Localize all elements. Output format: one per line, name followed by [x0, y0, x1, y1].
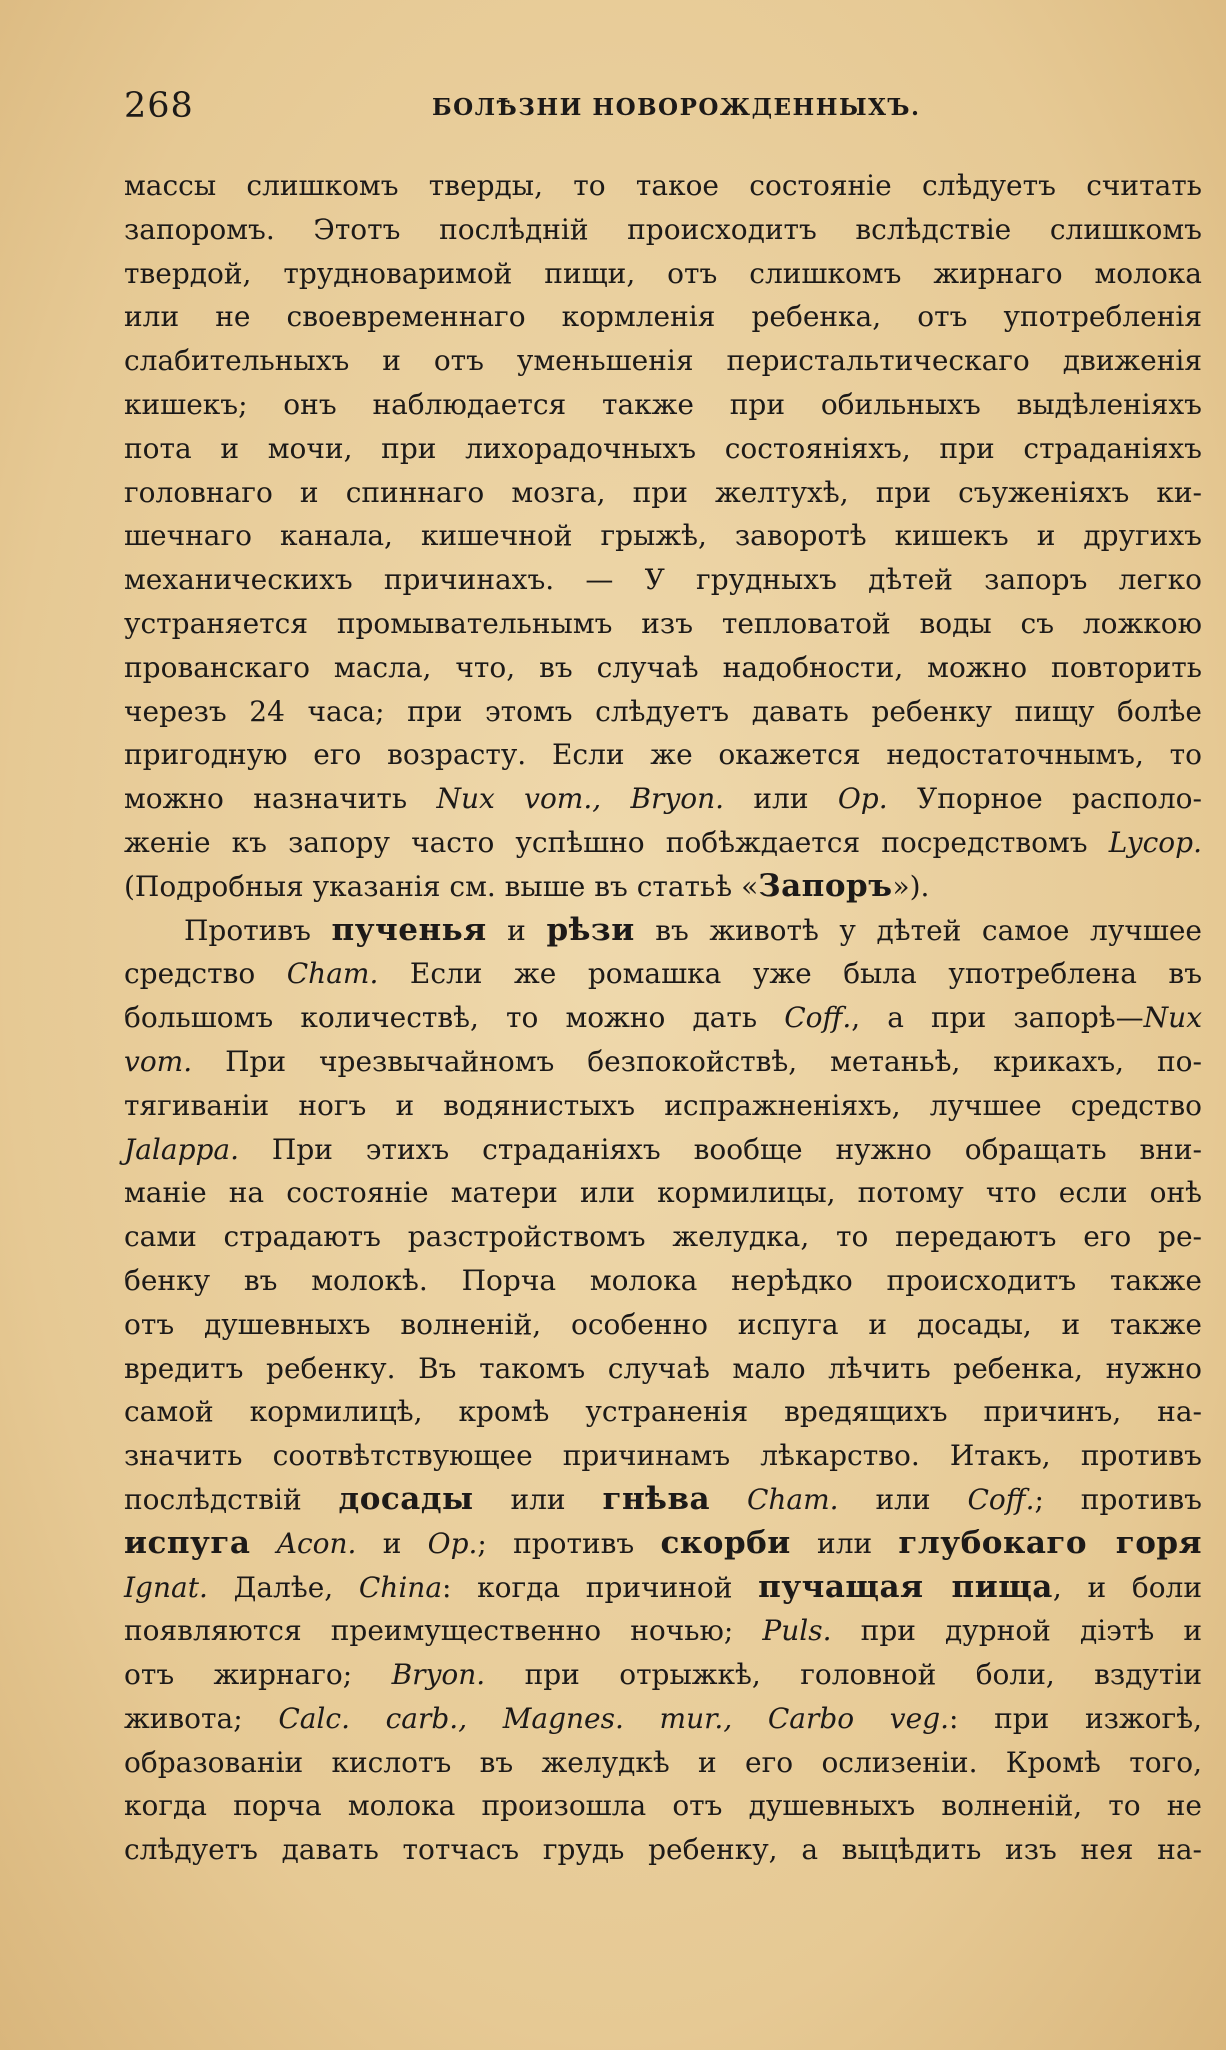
page-number: 268 — [124, 86, 194, 126]
text-line: прованскаго масла, что, въ случаѣ надобности, можно повторить — [124, 650, 1202, 684]
text-line: живота; Calc. carb., Magnes. mur., Carbo veg.: при изжогѣ, — [124, 1701, 1202, 1735]
text-line: испуга Acon. и Op.; противъ скорби или глубокаго горя — [124, 1524, 1202, 1561]
text-line: механическихъ причинахъ. — У грудныхъ дѣтей запоръ легко — [124, 563, 1202, 597]
text-line: слѣдуетъ давать тотчасъ грудь ребенку, а выцѣдить изъ нея на- — [124, 1833, 1202, 1867]
text-line: отъ душевныхъ волненiй, особенно испуга и досады, и также — [124, 1307, 1202, 1341]
text-line: можно назначить Nux vom., Bryon. или Op. Упорное располо- — [124, 782, 1202, 816]
text-line: головнаго и спиннаго мозга, при желтухѣ, при съуженiяхъ ки- — [124, 475, 1202, 509]
remedy-name: Acon. — [276, 1526, 357, 1560]
remedy-name: Jalappa. — [124, 1132, 240, 1166]
remedy-name: Puls. — [762, 1614, 832, 1648]
text-line: отъ жирнаго; Bryon. при отрыжкѣ, головной боли, вздутiи — [124, 1658, 1203, 1692]
text-line: или не своевременнаго кормленiя ребенка, отъ употребленiя — [124, 300, 1202, 334]
remedy-name: Coff. — [967, 1482, 1035, 1516]
remedy-name: Ignat. — [124, 1570, 208, 1604]
remedy-name: Coff. — [784, 1001, 852, 1035]
text-line: Ignat. Далѣе, China: когда причиной пучащая пища, и боли — [124, 1568, 1202, 1605]
text-line: образованiи кислотъ въ желудкѣ и его ослизенiи. Кромѣ того, — [124, 1745, 1202, 1779]
text-line: слабительныхъ и отъ уменьшенiя перистальтическаго движенiя — [124, 344, 1202, 378]
text-line: устраняется промывательнымъ изъ тепловатой воды съ ложкою — [124, 606, 1202, 640]
remedy-name: Nux vom., Bryon. — [436, 782, 725, 816]
text-line: послѣдствiй досады или гнѣва Cham. или Coff.; противъ — [124, 1480, 1202, 1517]
text-line: пригодную его возрасту. Если же окажется недостаточнымъ, то — [124, 738, 1202, 772]
remedy-name: Calc. carb., Magnes. mur., Carbo veg. — [278, 1701, 950, 1735]
text-line: vom. При чрезвычайномъ безпокойствѣ, метаньѣ, крикахъ, по- — [124, 1044, 1202, 1078]
emphasis-term: пученья — [331, 911, 487, 948]
text-line: Противъ пученья и рѣзи въ животѣ у дѣтей самое лучшее — [184, 911, 1202, 948]
text-line: когда порча молока произошла отъ душевныхъ волненiй, то не — [124, 1789, 1202, 1823]
remedy-name: Cham. — [286, 957, 379, 991]
text-line: пота и мочи, при лихорадочныхъ состоянiяхъ, при страданiяхъ — [124, 431, 1202, 465]
text-line: (Подробныя указанiя см. выше въ статьѣ «Запоръ»). — [124, 867, 930, 904]
text-line: значить соотвѣтствующее причинамъ лѣкарство. Итакъ, противъ — [124, 1439, 1202, 1473]
emphasis-term: гнѣва — [602, 1480, 711, 1517]
text-line: кишекъ; онъ наблюдается также при обильныхъ выдѣленiяхъ — [124, 387, 1202, 421]
remedy-name: Nux — [1143, 1001, 1202, 1035]
text-line: вредитъ ребенку. Въ такомъ случаѣ мало лѣчить ребенка, нужно — [124, 1351, 1202, 1385]
text-line: массы слишкомъ тверды, то такое состоянiе слѣдуетъ считать — [124, 169, 1202, 202]
emphasis-term: рѣзи — [546, 911, 635, 948]
text-line: самой кормилицѣ, кромѣ устраненiя вредящихъ причинъ, на- — [124, 1395, 1202, 1429]
text-line: твердой, трудноваримой пищи, отъ слишкомъ жирнаго молока — [124, 256, 1202, 290]
remedy-name: Bryon. — [391, 1658, 486, 1692]
text-line: бенку въ молокѣ. Порча молока нерѣдко происходитъ также — [124, 1263, 1202, 1297]
text-line: большомъ количествѣ, то можно дать Coff., а при запорѣ—Nux — [124, 1001, 1202, 1035]
emphasis-term: испуга — [124, 1524, 251, 1561]
paragraph-colic — [124, 909, 1202, 1873]
text-line: запоромъ. Этотъ послѣднiй происходитъ вслѣдствiе слишкомъ — [124, 212, 1202, 246]
text-line: Jalappa. При этихъ страданiяхъ вообще нужно обращать вни- — [124, 1132, 1202, 1166]
remedy-name: Op. — [837, 782, 888, 816]
emphasis-term: пучащая пища — [758, 1568, 1053, 1605]
emphasis-term: досады — [338, 1480, 474, 1517]
text-line: средство Cham. Если же ромашка уже была употреблена въ — [124, 957, 1203, 991]
remedy-name: Lycop. — [1108, 825, 1202, 859]
remedy-name: Op. — [427, 1526, 478, 1560]
text-line: черезъ 24 часа; при этомъ слѣдуетъ давать ребенку пищу болѣе — [124, 694, 1202, 728]
page-header — [124, 86, 1224, 126]
emphasis-term: Запоръ — [758, 867, 893, 904]
text-line: тягиванiи ногъ и водянистыхъ испражненiяхъ, лучшее средство — [124, 1088, 1202, 1122]
text-line: появляются преимущественно ночью; Puls. при дурной дiэтѣ и — [124, 1614, 1202, 1648]
emphasis-term: скорби — [660, 1524, 791, 1561]
remedy-name: China — [358, 1570, 443, 1604]
text-line: манiе на состоянiе матери или кормилицы, потому что если онѣ — [124, 1176, 1202, 1210]
remedy-name: vom. — [124, 1044, 193, 1078]
text-line: шечнаго канала, кишечной грыжѣ, заворотѣ кишекъ и другихъ — [124, 519, 1202, 553]
emphasis-term: глубокаго горя — [898, 1524, 1202, 1561]
text-line: сами страдаютъ разстройствомъ желудка, то передаютъ его ре- — [124, 1220, 1202, 1254]
text-line: женiе къ запору часто успѣшно побѣждается посредствомъ Lycop. — [124, 825, 1202, 859]
body-text — [124, 164, 1202, 1872]
paragraph-constipation — [124, 164, 1202, 777]
remedy-name: Cham. — [746, 1482, 839, 1516]
running-title: БОЛѢЗНИ НОВОРОЖДЕННЫХЪ. — [432, 94, 921, 121]
